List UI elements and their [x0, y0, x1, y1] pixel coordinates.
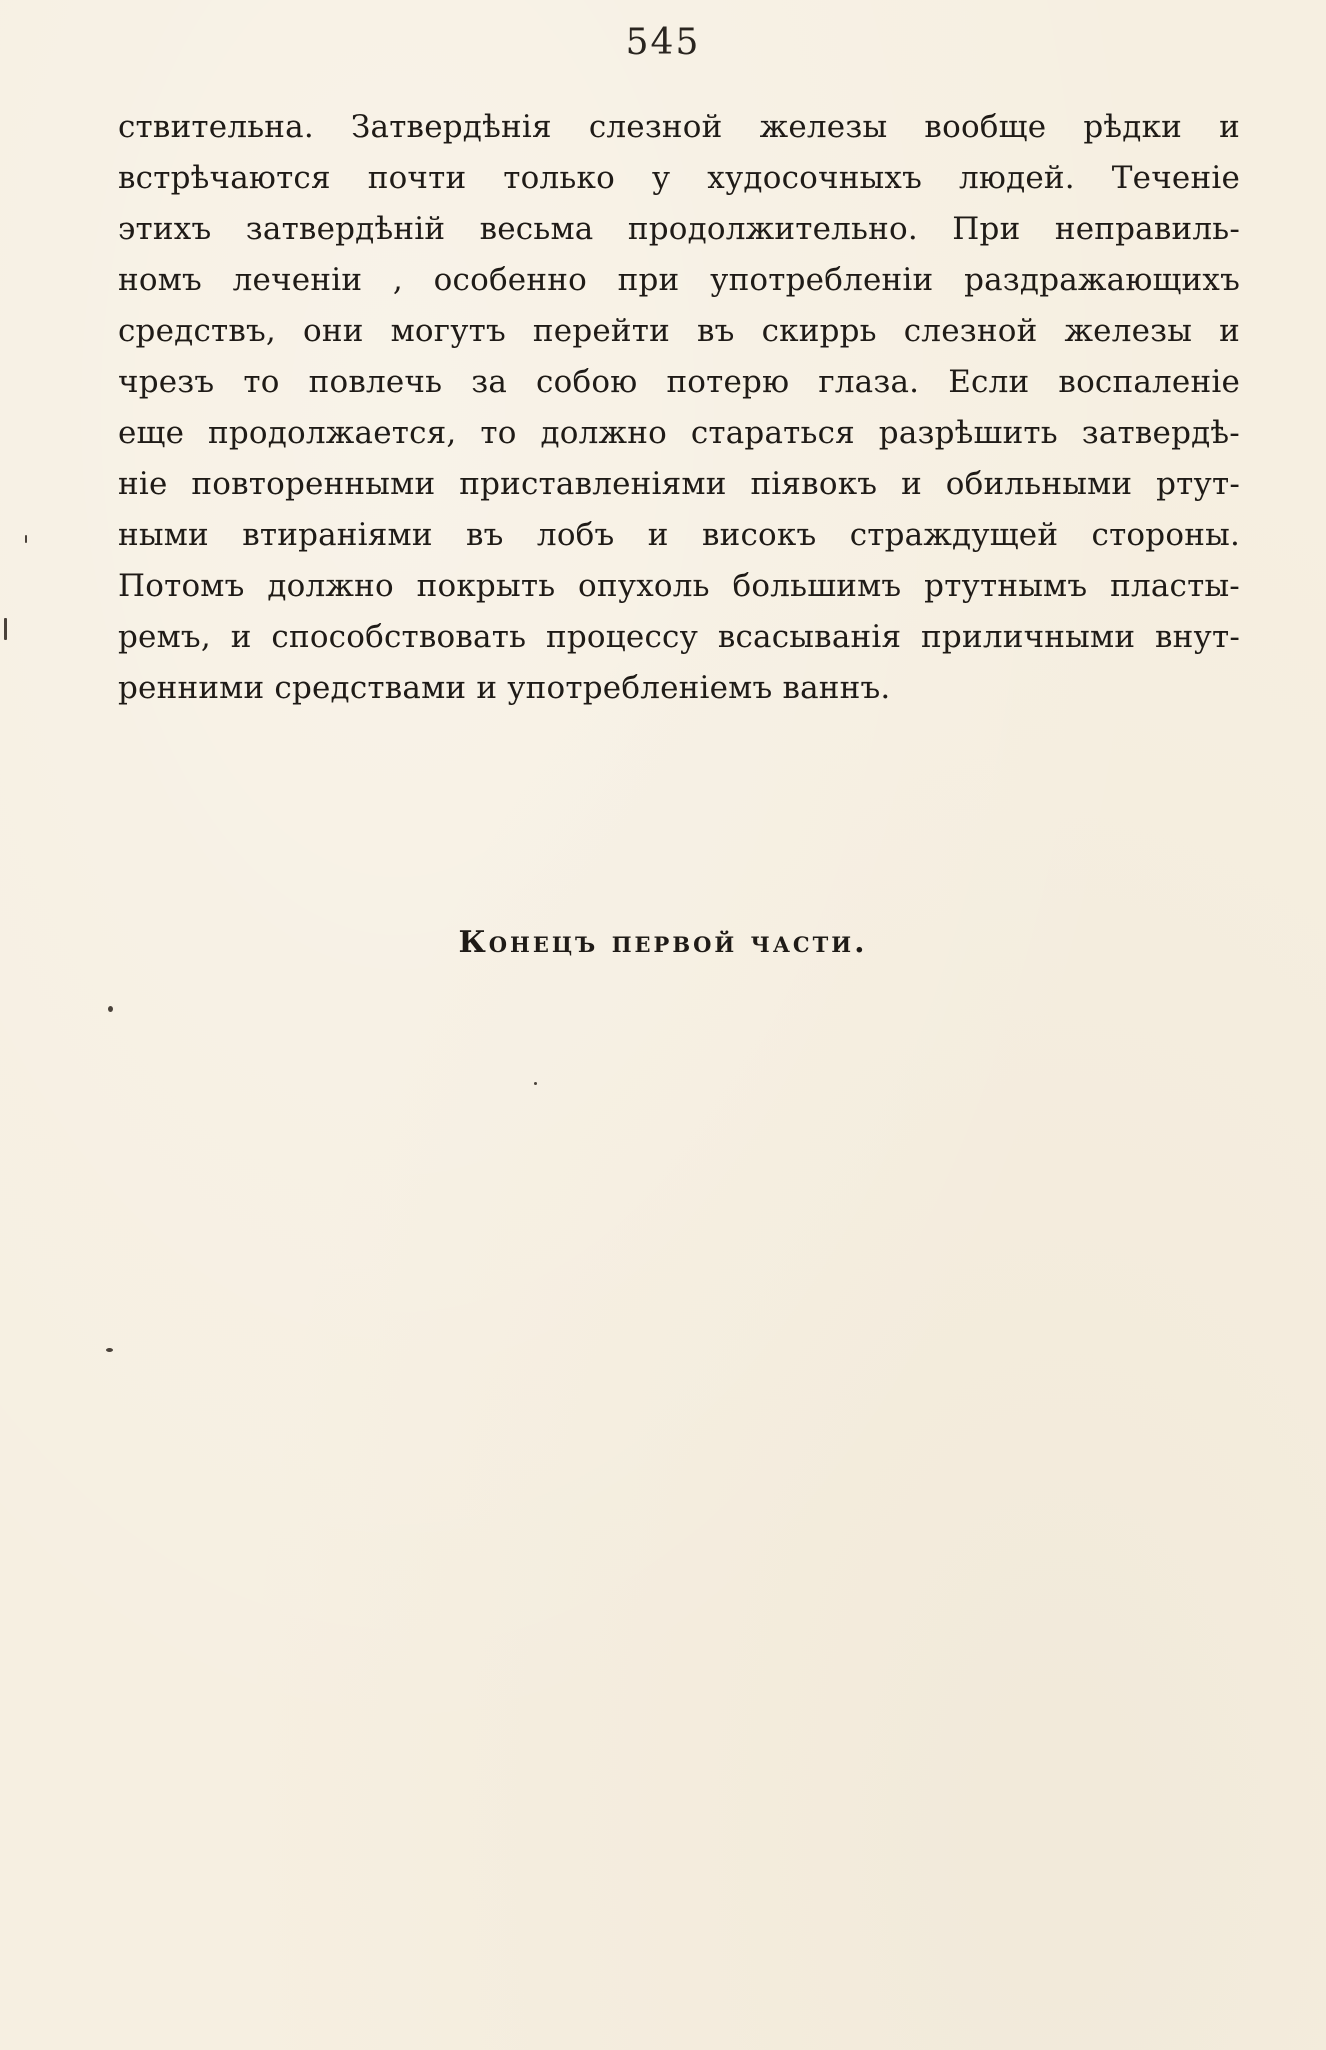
- text-line: ренними средствами и употребленіемъ ваннъ.: [118, 670, 891, 706]
- paper-speck: [108, 1006, 113, 1012]
- paper-speck: [106, 1348, 113, 1352]
- text-line: средствъ, они могутъ перейти въ скиррь слезной железы и: [118, 313, 1240, 349]
- paper-speck: [534, 1082, 537, 1085]
- text-line: номъ леченіи , особенно при употребленіи раздражающихъ: [118, 262, 1240, 298]
- text-line: ремъ, и способствовать процессу всасыванія приличными внут-: [118, 619, 1240, 655]
- text-line: встрѣчаются почти только у худосочныхъ людей. Теченіе: [118, 160, 1240, 196]
- text-line: еще продолжается, то должно стараться разрѣшить затвердѣ-: [118, 415, 1240, 451]
- page-number: 545: [625, 22, 701, 63]
- text-line: этихъ затвердѣній весьма продолжительно. При неправиль-: [118, 211, 1240, 247]
- paper-speck: [4, 618, 7, 640]
- body-paragraph: [118, 102, 1240, 714]
- text-line: ніе повторенными приставленіями піявокъ и обильными ртут-: [118, 466, 1240, 502]
- text-line: чрезъ то повлечь за собою потерю глаза. Если воспаленіе: [118, 364, 1240, 400]
- part-end-heading: Конецъ первой части.: [458, 925, 868, 960]
- text-line: Потомъ должно покрыть опухоль большимъ ртутнымъ пласты-: [118, 568, 1240, 604]
- text-line: ными втираніями въ лобъ и високъ страждущей стороны.: [118, 517, 1240, 553]
- paper-speck: [25, 535, 27, 543]
- text-line: ствительна. Затвердѣнія слезной железы вообще рѣдки и: [118, 109, 1240, 145]
